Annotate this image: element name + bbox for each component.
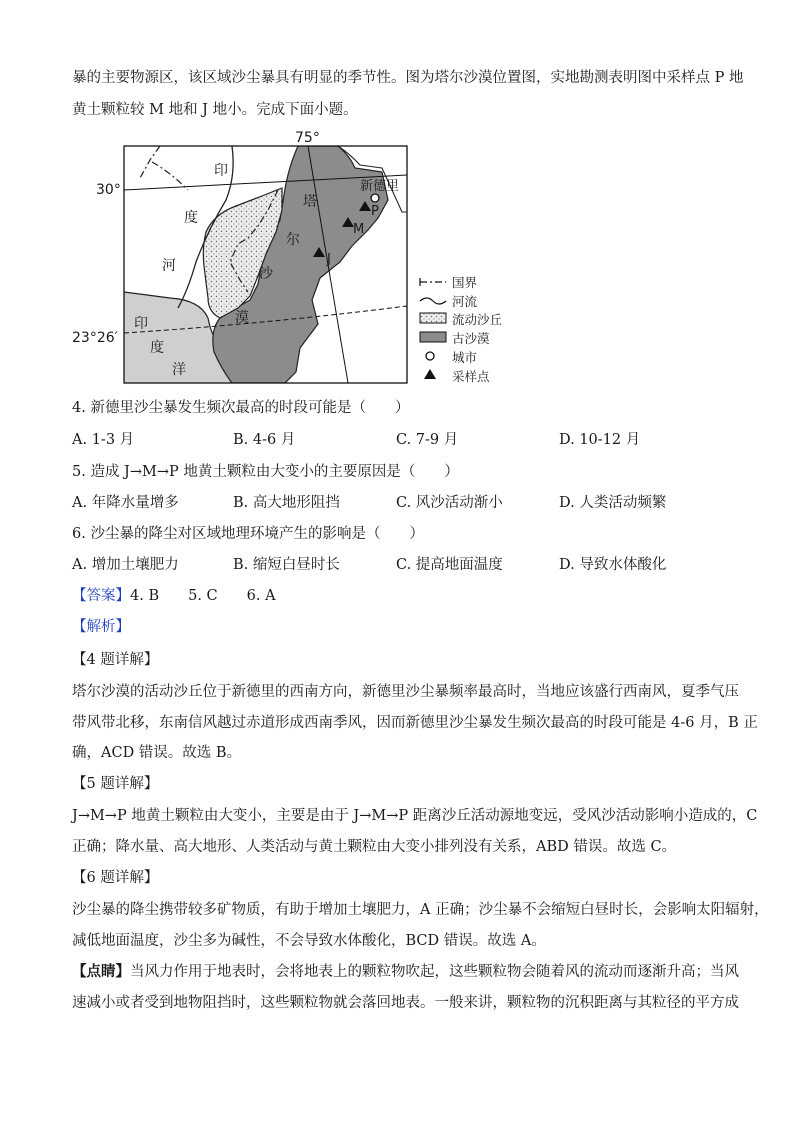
question-5-stem: 5. 造成 J→M→P 地黄土颗粒由大变小的主要原因是（ ） — [72, 464, 459, 480]
legend-city-label: 城市 — [452, 350, 478, 365]
legend-river-label: 河流 — [452, 294, 478, 309]
intro-line-2: 黄土颗粒较 M 地和 J 地小。完成下面小题。 — [72, 102, 358, 118]
sample-point-j-label: J — [327, 252, 331, 267]
question-4-stem: 4. 新德里沙尘暴发生频次最高的时段可能是（ ） — [72, 400, 410, 416]
international-border — [140, 146, 188, 190]
desert-char-1: 塔 — [303, 194, 317, 210]
ocean-char-2: 度 — [150, 340, 164, 356]
tip-label: 【点睛】 — [72, 963, 130, 980]
sample-point-m-label: M — [353, 222, 365, 237]
q6-option-b: B. 缩短白昼时长 — [233, 557, 340, 573]
sample-point-p-label: P — [371, 204, 379, 219]
detail-4-title: 【4 题详解】 — [72, 652, 159, 668]
q5-option-b: B. 高大地形阻挡 — [233, 495, 340, 511]
detail-4-line-2: 带风带北移，东南信风越过赤道形成西南季风，因而新德里沙尘暴发生频次最高的时段可能是 4-6 月，B 正 — [72, 715, 758, 731]
legend-dune-label: 流动沙丘 — [452, 312, 503, 327]
question-6-stem: 6. 沙尘暴的降尘对区域地理环境产生的影响是（ ） — [72, 526, 424, 542]
region-char-1: 印 — [214, 163, 228, 179]
detail-6-title: 【6 题详解】 — [72, 870, 159, 886]
detail-6-line-1: 沙尘暴的降尘携带较多矿物质，有助于增加土壤肥力，A 正确；沙尘暴不会缩短白昼时长，会影响太阳辐射， — [72, 902, 769, 918]
tip-line-1 — [72, 962, 739, 982]
q4-option-a: A. 1-3 月 — [72, 432, 135, 448]
q5-option-c: C. 风沙活动渐小 — [396, 495, 503, 511]
desert-char-4: 漠 — [235, 310, 249, 326]
desert-char-2: 尔 — [286, 232, 300, 248]
thar-desert-map — [0, 0, 794, 400]
region-char-2: 度 — [184, 210, 198, 226]
tropic-label: 23°26′ — [72, 330, 118, 346]
intro-line-1: 暴的主要物源区，该区域沙尘暴具有明显的季节性。图为塔尔沙漠位置图，实地勘测表明图中采样点 P 地 — [72, 70, 744, 86]
analysis-label: 【解析】 — [72, 619, 130, 635]
answer-label: 【答案】 — [72, 588, 130, 604]
meridian-75-label: 75° — [295, 130, 320, 146]
legend-sample-label: 采样点 — [452, 369, 490, 384]
tip-line-2: 速减小或者受到地物阻挡时，这些颗粒物就会落回地表。一般来讲，颗粒物的沉积距离与其粒径的平方成 — [72, 995, 739, 1011]
detail-4-line-3: 确，ACD 错误。故选 B。 — [72, 745, 242, 761]
q6-option-d: D. 导致水体酸化 — [559, 557, 667, 573]
desert-char-3: 沙 — [259, 266, 273, 282]
tip-text-1: 当风力作用于地表时，会将地表上的颗粒物吹起，这些颗粒物会随着风的流动而逐渐升高；当风 — [130, 964, 739, 980]
legend-symbols — [420, 278, 446, 379]
q4-option-c: C. 7-9 月 — [396, 432, 459, 448]
legend-desert-label: 古沙漠 — [452, 331, 490, 346]
q5-option-d: D. 人类活动频繁 — [559, 495, 667, 511]
region-char-3: 河 — [162, 258, 176, 274]
q5-option-a: A. 年降水量增多 — [72, 495, 179, 511]
ocean-char-1: 印 — [134, 316, 148, 332]
answer-text: 4. B 5. C 6. A — [130, 588, 276, 604]
q6-option-a: A. 增加土壤肥力 — [72, 557, 179, 573]
ocean-char-3: 洋 — [172, 362, 186, 378]
q4-option-b: B. 4-6 月 — [233, 432, 296, 448]
detail-5-line-1: J→M→P 地黄土颗粒由大变小，主要是由于 J→M→P 距离沙丘活动源地变远，受风沙活动影响小造成的，C — [72, 808, 758, 824]
q6-option-c: C. 提高地面温度 — [396, 557, 503, 573]
lat-30-label: 30° — [96, 182, 121, 198]
new-delhi-label: 新德里 — [360, 179, 400, 194]
legend-border-label: 国界 — [452, 275, 478, 290]
detail-6-line-2: 减低地面温度，沙尘多为碱性，不会导致水体酸化，BCD 错误。故选 A。 — [72, 933, 546, 949]
q4-option-d: D. 10-12 月 — [559, 432, 641, 448]
detail-4-line-1: 塔尔沙漠的活动沙丘位于新德里的西南方向，新德里沙尘暴频率最高时，当地应该盛行西南风，夏季气压 — [72, 684, 739, 700]
detail-5-title: 【5 题详解】 — [72, 776, 159, 792]
detail-5-line-2: 正确；降水量、高大地形、人类活动与黄土颗粒由大变小排列没有关系，ABD 错误。故选 C。 — [72, 839, 677, 855]
answer-line — [72, 586, 276, 606]
